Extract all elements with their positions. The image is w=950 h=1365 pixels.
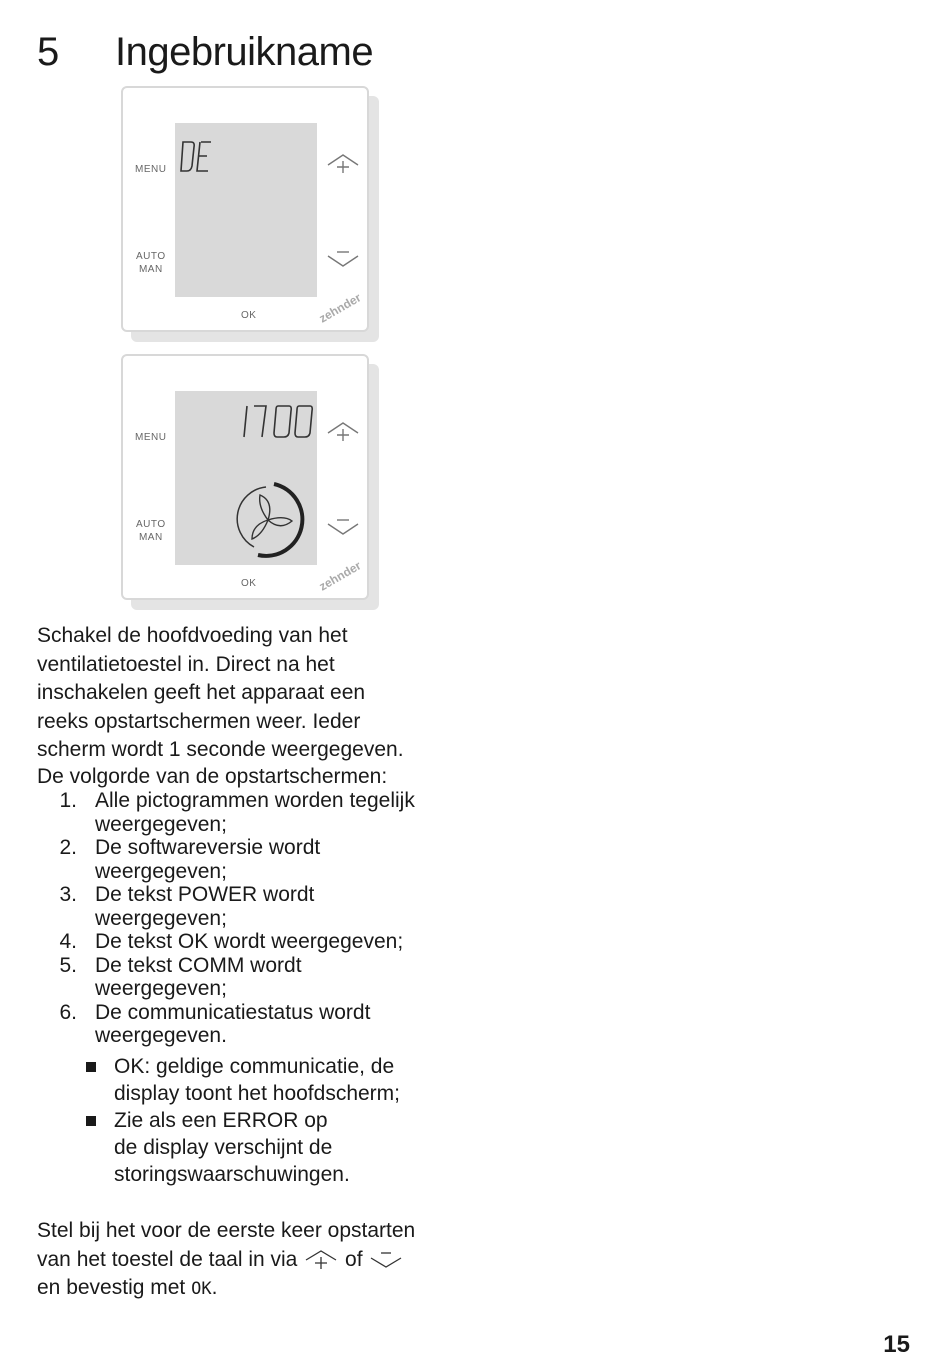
bullet-square-icon xyxy=(86,1116,96,1126)
thermostat-illustration-main xyxy=(121,354,369,600)
menu-label: MENU xyxy=(135,164,167,175)
auto-man-label: AUTO MAN xyxy=(136,519,166,543)
intro-paragraph: Schakel de hoofdvoeding van het ventilatietoestel in. Direct na het inschakelen geeft het apparaat een reeks opstartschermen weer. Ieder scherm wordt 1 seconde weergegeven. xyxy=(37,624,404,761)
device-face xyxy=(121,354,369,600)
section-number: 5 xyxy=(37,30,59,74)
down-minus-icon xyxy=(368,1248,404,1272)
device-face xyxy=(121,86,369,332)
lcd-text-de xyxy=(179,139,219,179)
ok-label: OK xyxy=(241,578,257,589)
brand-logo: zehnder xyxy=(316,290,364,326)
lcd-display xyxy=(175,123,317,297)
bullet-square-icon xyxy=(86,1062,96,1072)
list-item: 6. De communicatiestatus wordt weergegeven. xyxy=(59,1000,371,1047)
lcd-time-digits xyxy=(239,403,315,443)
brand-logo: zehnder xyxy=(316,558,364,594)
page-number: 15 xyxy=(883,1331,910,1358)
intro-last-line: De volgorde van de opstartschermen: xyxy=(37,765,388,788)
up-plus-icon xyxy=(326,153,360,175)
down-minus-icon xyxy=(326,516,360,538)
up-plus-icon xyxy=(326,421,360,443)
menu-label: MENU xyxy=(135,432,167,443)
auto-man-label: AUTO MAN xyxy=(136,251,166,275)
thermostat-illustration-language xyxy=(121,86,369,332)
list-item: 5. De tekst COMM wordt weergegeven; xyxy=(59,953,302,1000)
section-heading xyxy=(37,30,373,75)
up-plus-icon xyxy=(303,1248,339,1272)
status-bullet-list xyxy=(84,1053,464,1188)
ok-label: OK xyxy=(241,310,257,321)
bullet-item: OK: geldige communicatie, de display toont het hoofdscherm; xyxy=(84,1053,464,1107)
section-title: Ingebruikname xyxy=(115,30,374,74)
bullet-item: Zie als een ERROR op de display verschijnt de storingswaarschuwingen. xyxy=(84,1107,464,1188)
ok-button-glyph: OK xyxy=(191,1279,212,1299)
fan-icon xyxy=(230,479,310,561)
down-minus-icon xyxy=(326,248,360,270)
list-item: 1. Alle pictogrammen worden tegelijk weergegeven; xyxy=(59,789,415,836)
list-item: 3. De tekst POWER wordt weergegeven; xyxy=(59,883,315,930)
lcd-display xyxy=(175,391,317,565)
list-item: 2. De softwareversie wordt weergegeven; xyxy=(59,836,321,883)
startup-steps-list xyxy=(37,789,477,1048)
list-item: 4. De tekst OK wordt weergegeven; xyxy=(59,930,404,953)
language-instruction: Stel bij het voor de eerste keer opstarten van het toestel de taal in via of en bevestig met OK. xyxy=(37,1219,416,1299)
